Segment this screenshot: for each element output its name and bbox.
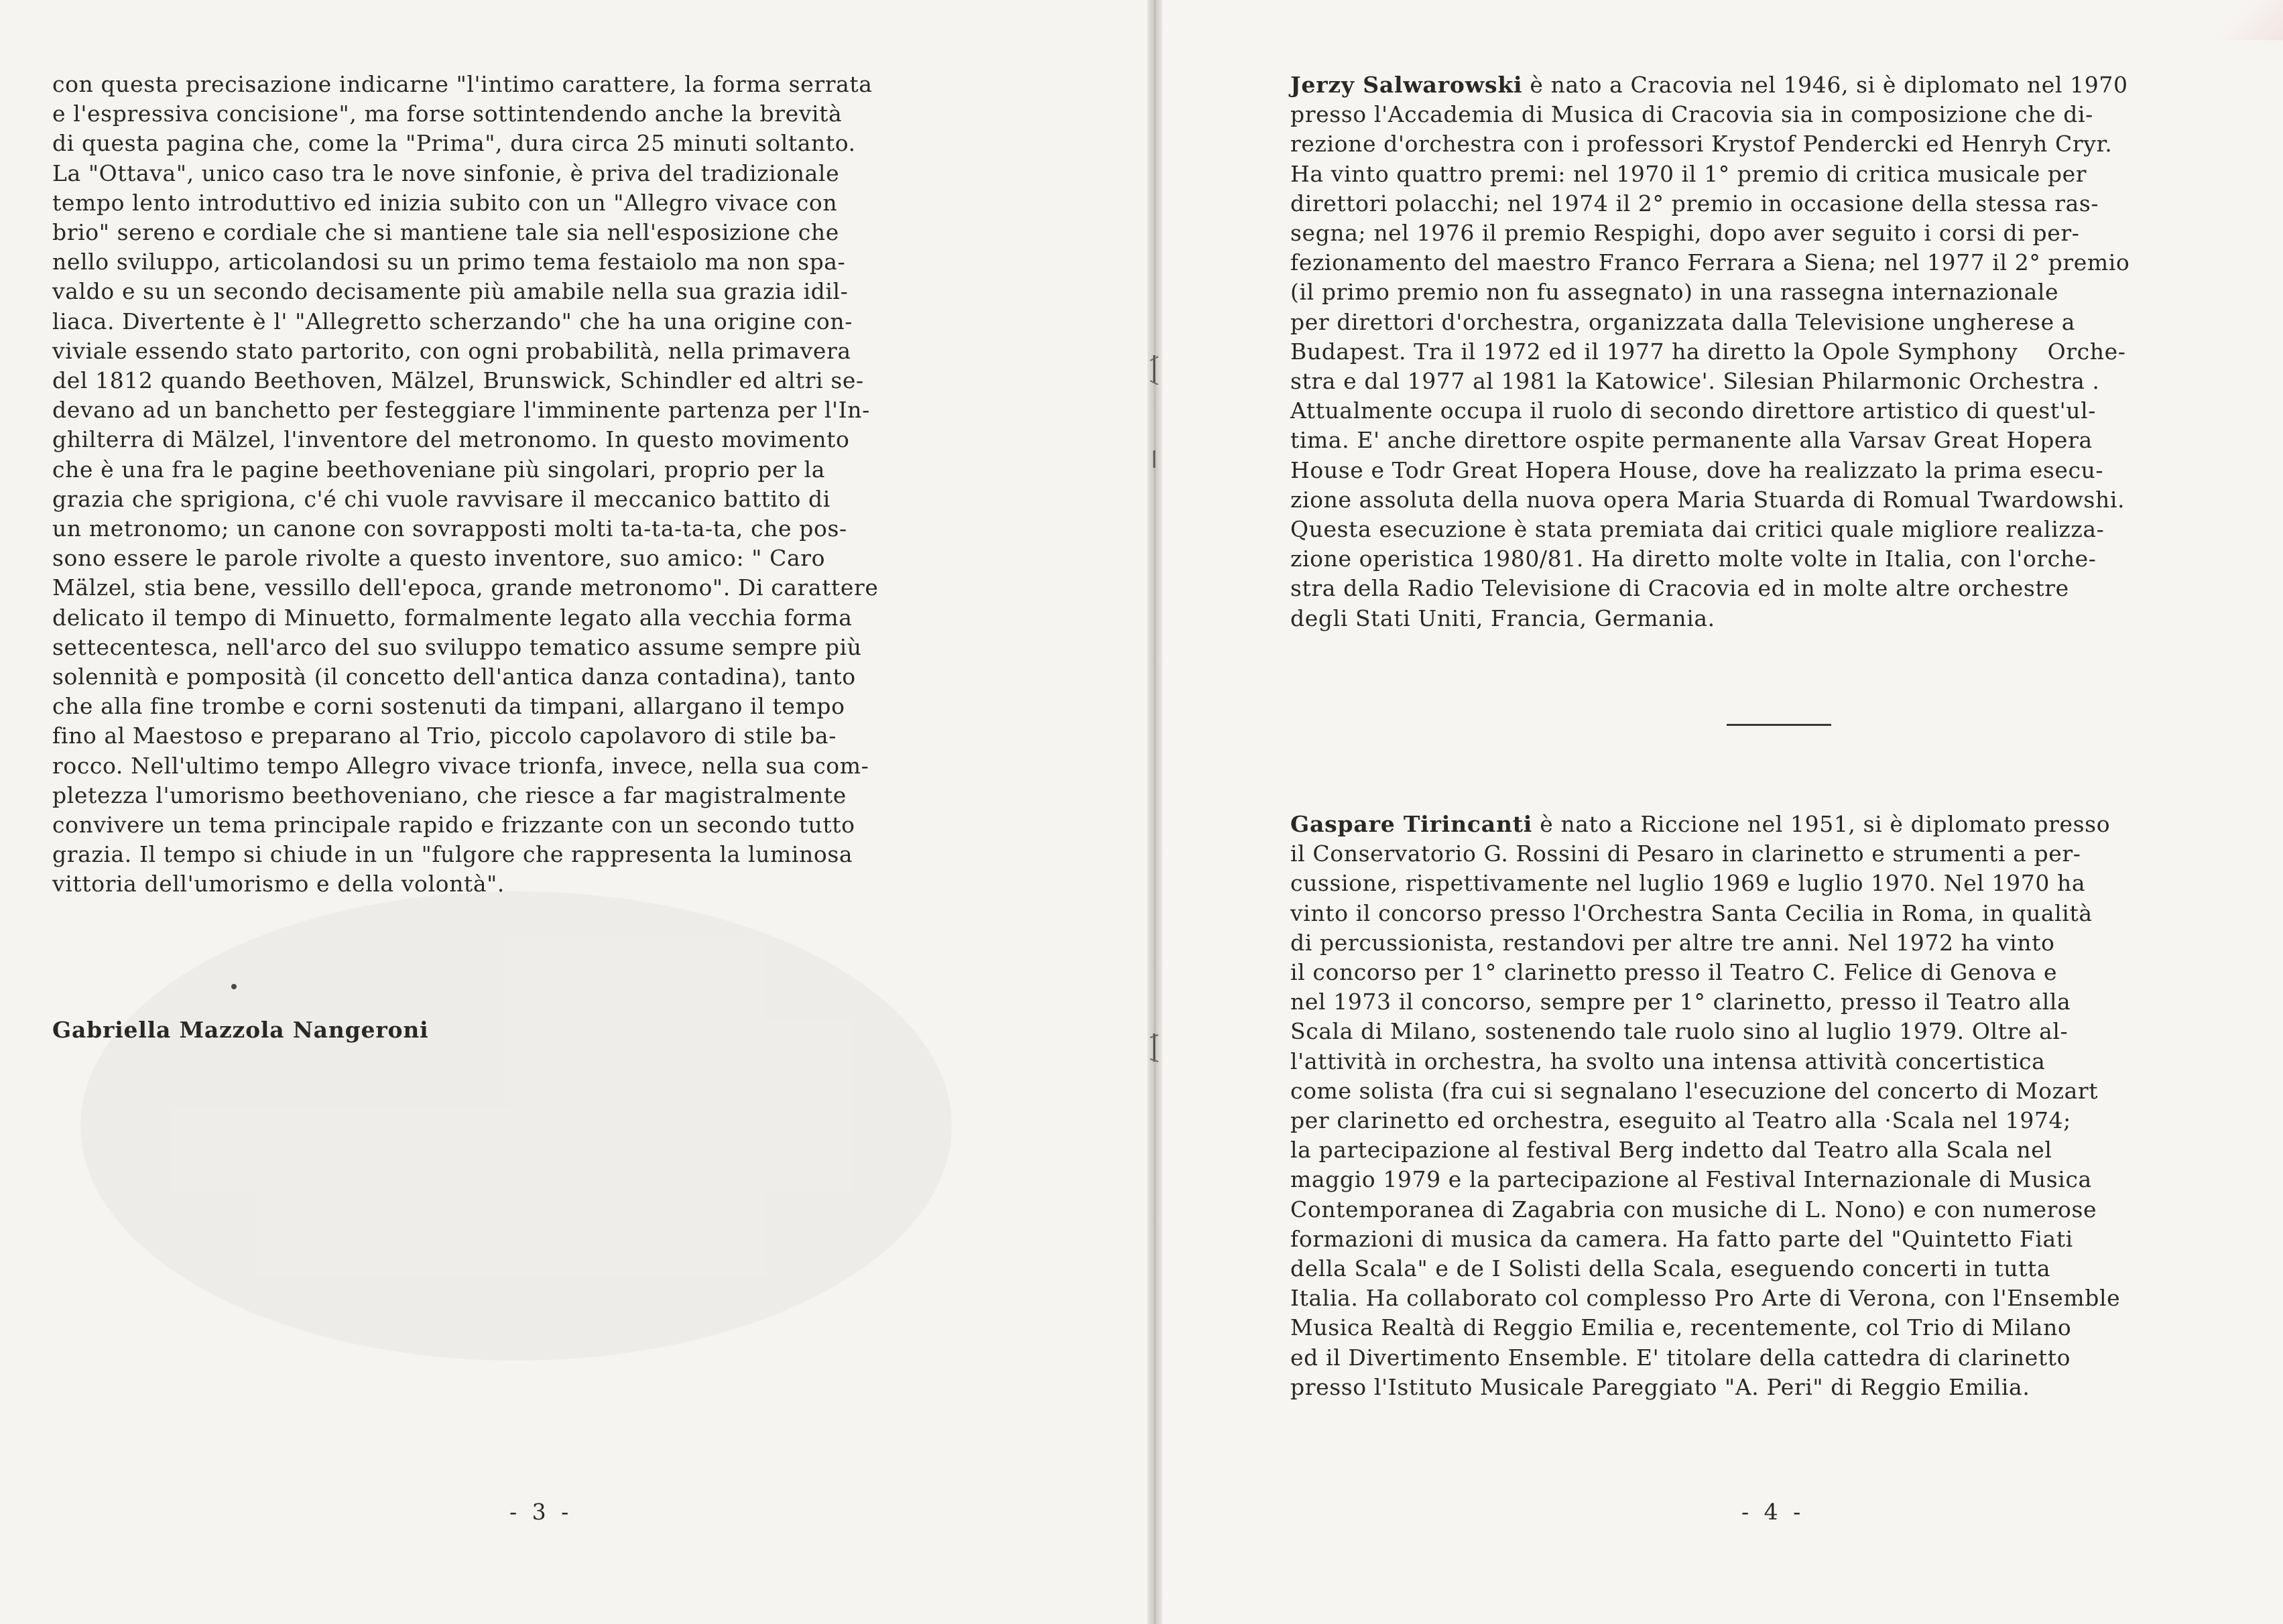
text-line: liaca. Divertente è l' "Allegretto scherzando" che ha una origine con- (52, 308, 853, 334)
text-line: degli Stati Uniti, Francia, Germania. (1290, 605, 1715, 631)
staple-middle (1149, 449, 1160, 480)
text-line: cussione, rispettivamente nel luglio 1969 e luglio 1970. Nel 1970 ha (1290, 870, 2086, 897)
text-line: di questa pagina che, come la "Prima", dura circa 25 minuti soltanto. (52, 130, 856, 157)
text-line: fino al Maestoso e preparano al Trio, piccolo capolavoro di stile ba- (52, 723, 837, 749)
text-line: grazia. Il tempo si chiude in un "fulgore che rappresenta la luminosa (52, 841, 853, 868)
text-span: è nato a Riccione nel 1951, si è diplomato presso (1532, 811, 2111, 837)
text-line: segna; nel 1976 il premio Respighi, dopo aver seguito i corsi di per- (1290, 220, 2080, 247)
text-line: convivere un tema principale rapido e frizzante con un secondo tutto (52, 812, 855, 838)
text-line: Mälzel, stia bene, vessillo dell'epoca, grande metronomo". Di carattere (52, 574, 879, 601)
text-line: Ha vinto quattro premi: nel 1970 il 1° premio di critica musicale per (1290, 160, 2087, 187)
text-line: Attualmente occupa il ruolo di secondo direttore artistico di quest'ul- (1290, 397, 2097, 424)
text-line: della Scala" e de I Solisti della Scala, eseguendo concerti in tutta (1290, 1255, 2051, 1282)
text-line: Budapest. Tra il 1972 ed il 1977 ha diretto la Opole Symphony Orche- (1290, 338, 2126, 365)
text-line: nel 1973 il concorso, sempre per 1° clarinetto, presso il Teatro alla (1290, 989, 2071, 1015)
text-line: vittoria dell'umorismo e della volontà". (52, 871, 505, 897)
text-line: ed il Divertimento Ensemble. E' titolare della cattedra di clarinetto (1290, 1344, 2071, 1371)
text-line: stra della Radio Televisione di Cracovia ed in molte altre orchestre (1290, 575, 2069, 602)
text-line: per direttori d'orchestra, organizzata dalla Televisione ungherese a (1290, 308, 2076, 335)
text-line: settecentesca, nell'arco del suo sviluppo tematico assume sempre più (52, 633, 862, 660)
text-line: formazioni di musica da camera. Ha fatto parte del "Quintetto Fiati (1290, 1225, 2073, 1252)
staple-bottom (1149, 1032, 1160, 1063)
text-line: vinto il concorso presso l'Orchestra Santa Cecilia in Roma, in qualità (1290, 899, 2093, 926)
page-number: - 4 - (1741, 1499, 1805, 1525)
ink-dot (231, 984, 237, 989)
bleed-through-shadow (80, 891, 952, 1361)
text-line: per clarinetto ed orchestra, eseguito al Teatro alla ·Scala nel 1974; (1290, 1107, 2071, 1134)
text-line: sono essere le parole rivolte a questo inventore, suo amico: " Caro (52, 545, 826, 572)
text-line: rezione d'orchestra con i professori Krystof Pendercki ed Henryh Cryr. (1290, 131, 2113, 158)
text-line: solennità e pomposità (il concetto dell'antica danza contadina), tanto (52, 664, 856, 690)
text-line: la partecipazione al festival Berg indetto dal Teatro alla Scala nel (1290, 1137, 2052, 1164)
text-line: come solista (fra cui si segnalano l'esecuzione del concerto di Mozart (1290, 1077, 2099, 1104)
text-line: e l'espressiva concisione", ma forse sottintendendo anche la brevità (52, 101, 843, 127)
staple-top (1149, 354, 1160, 385)
text-line: tima. E' anche direttore ospite permanente alla Varsav Great Hopera (1290, 427, 2093, 454)
text-span: è nato a Cracovia nel 1946, si è diplomato nel 1970 (1522, 72, 2128, 98)
booklet-fold (1148, 0, 1162, 1624)
page-number: - 3 - (509, 1499, 573, 1525)
text-line: tempo lento introduttivo ed inizia subito con un "Allegro vivace con (52, 189, 838, 216)
text-line: presso l'Istituto Musicale Pareggiato "A. Peri" di Reggio Emilia. (1290, 1373, 2030, 1400)
text-line: grazia che sprigiona, c'é chi vuole ravvisare il meccanico battito di (52, 485, 830, 512)
text-line: pletezza l'umorismo beethoveniano, che riesce a far magistralmente (52, 782, 847, 808)
text-line: Musica Realtà di Reggio Emilia e, recentemente, col Trio di Milano (1290, 1314, 2072, 1341)
biography-salwarowski (1290, 70, 2250, 633)
text-line: Italia. Ha collaborato col complesso Pro Arte di Verona, con l'Ensemble (1290, 1285, 2121, 1312)
author-signature: Gabriella Mazzola Nangeroni (52, 1017, 429, 1043)
text-line: delicato il tempo di Minuetto, formalmente legato alla vecchia forma (52, 604, 853, 631)
corner-mark (2203, 0, 2283, 40)
text-line: valdo e su un secondo decisamente più amabile nella sua grazia idil- (52, 278, 849, 305)
text-line: Questa esecuzione è stata premiata dai critici quale migliore realizza- (1290, 516, 2105, 543)
text-line: nello sviluppo, articolandosi su un primo tema festaiolo ma non spa- (52, 249, 846, 275)
text-line: fezionamento del maestro Franco Ferrara a Siena; nel 1977 il 2° premio (1290, 249, 2130, 276)
text-line: maggio 1979 e la partecipazione al Festival Internazionale di Musica (1290, 1166, 2092, 1193)
text-line: Contemporanea di Zagabria con musiche di L. Nono) e con numerose (1290, 1196, 2097, 1223)
text-line (1290, 70, 2250, 100)
text-line: con questa precisazione indicarne "l'intimo carattere, la forma serrata (52, 71, 873, 97)
text-line: il Conservatorio G. Rossini di Pesaro in clarinetto e strumenti a per- (1290, 840, 2081, 867)
text-line: devano ad un banchetto per festeggiare l'imminente partenza per l'In- (52, 397, 870, 424)
section-divider (1727, 724, 1831, 726)
text-line: presso l'Accademia di Musica di Cracovia sia in composizione che di- (1290, 101, 2093, 128)
text-line: (il primo premio non fu assegnato) in una rassegna internazionale (1290, 279, 2059, 306)
bio-name: Jerzy Salwarowski (1290, 72, 1523, 98)
text-line: l'attività in orchestra, ha svolto una intensa attività concertistica (1290, 1048, 2046, 1074)
text-line: un metronomo; un canone con sovrapposti molti ta-ta-ta-ta, che pos- (52, 515, 847, 542)
text-line: che è una fra le pagine beethoveniane più singolari, proprio per la (52, 456, 826, 483)
text-line: del 1812 quando Beethoven, Mälzel, Brunswick, Schindler ed altri se- (52, 367, 864, 394)
text-line: stra e dal 1977 al 1981 la Katowice'. Silesian Philarmonic Orchestra . (1290, 368, 2100, 395)
text-line: ghilterra di Mälzel, l'inventore del metronomo. In questo movimento (52, 426, 850, 453)
text-line: il concorso per 1° clarinetto presso il Teatro C. Felice di Genova e (1290, 959, 2058, 986)
text-line: rocco. Nell'ultimo tempo Allegro vivace trionfa, invece, nella sua com- (52, 752, 869, 779)
essay-body (52, 70, 1015, 899)
text-line (1290, 810, 2250, 839)
text-line: Scala di Milano, sostenendo tale ruolo sino al luglio 1979. Oltre al- (1290, 1018, 2069, 1045)
text-line: zione assoluta della nuova opera Maria Stuarda di Romual Twardowshi. (1290, 486, 2125, 513)
text-line: zione operistica 1980/81. Ha diretto molte volte in Italia, con l'orche- (1290, 546, 2097, 572)
text-line: direttori polacchi; nel 1974 il 2° premio in occasione della stessa ras- (1290, 190, 2099, 216)
text-line: viviale essendo stato partorito, con ogni probabilità, nella primavera (52, 337, 851, 364)
bio-name: Gaspare Tirincanti (1290, 811, 1533, 837)
text-line: di percussionista, restandovi per altre tre anni. Nel 1972 ha vinto (1290, 929, 2055, 956)
text-line: che alla fine trombe e corni sostenuti da timpani, allargano il tempo (52, 693, 845, 720)
text-line: House e Todr Great Hopera House, dove ha realizzato la prima esecu- (1290, 456, 2104, 483)
text-line: La "Ottava", unico caso tra le nove sinfonie, è priva del tradizionale (52, 160, 840, 186)
biography-tirincanti (1290, 810, 2250, 1402)
text-line: brio" sereno e cordiale che si mantiene tale sia nell'esposizione che (52, 219, 839, 246)
